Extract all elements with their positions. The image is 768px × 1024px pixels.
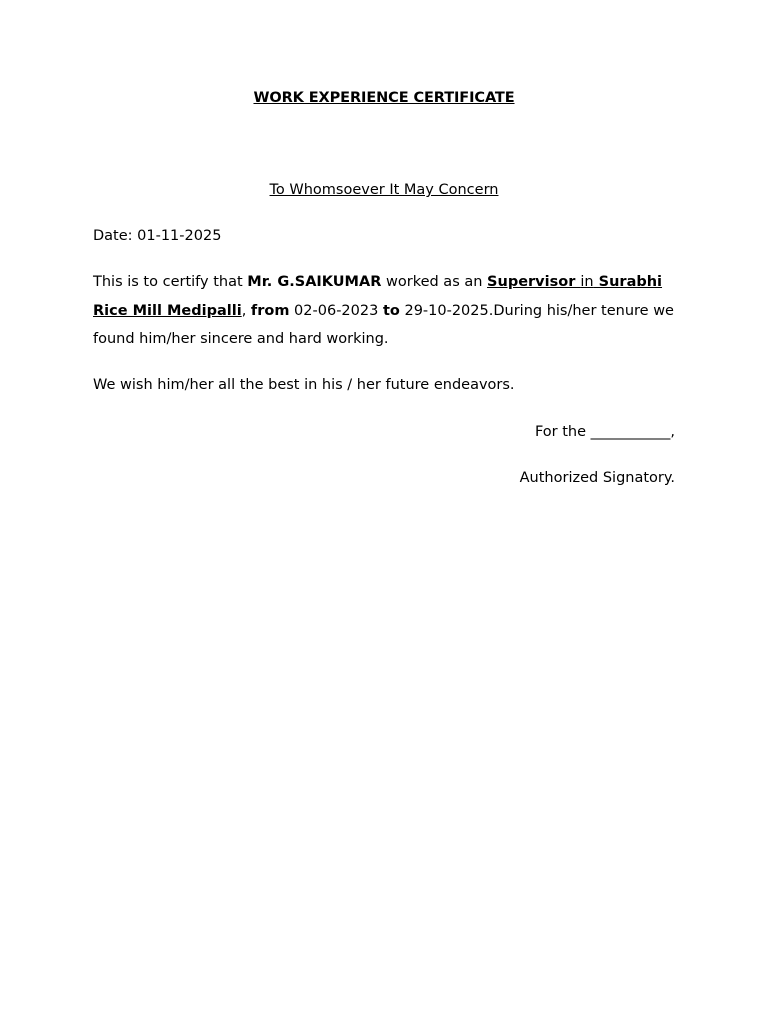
body-intro: This is to certify that <box>93 274 248 290</box>
body-worked-as: worked as an <box>381 274 488 290</box>
body-to-word: to <box>382 302 400 319</box>
designation: Supervisor <box>487 274 581 290</box>
body-comma: , <box>241 302 251 319</box>
end-date-and-rest: 29-10-2025.During his/her tenure we found him/her sincere and hard working. <box>93 302 674 347</box>
body-from-word: from <box>250 302 290 319</box>
company-name: Surabhi Rice Mill Medipalli <box>93 274 663 319</box>
certificate-body <box>93 268 678 354</box>
start-date: 02-06-2023 <box>289 302 383 319</box>
certificate-title: WORK EXPERIENCE CERTIFICATE <box>253 90 515 106</box>
body-in-word: in <box>580 274 594 290</box>
employee-name: Mr. G.SAIKUMAR <box>247 274 382 290</box>
for-the-line: For the ___________, <box>534 424 675 440</box>
date-line: Date: 01-11-2025 <box>93 228 222 244</box>
authorized-signatory: Authorized Signatory. <box>519 470 675 486</box>
wishes-line: We wish him/her all the best in his / her future endeavors. <box>93 377 515 393</box>
salutation: To Whomsoever It May Concern <box>269 182 499 198</box>
